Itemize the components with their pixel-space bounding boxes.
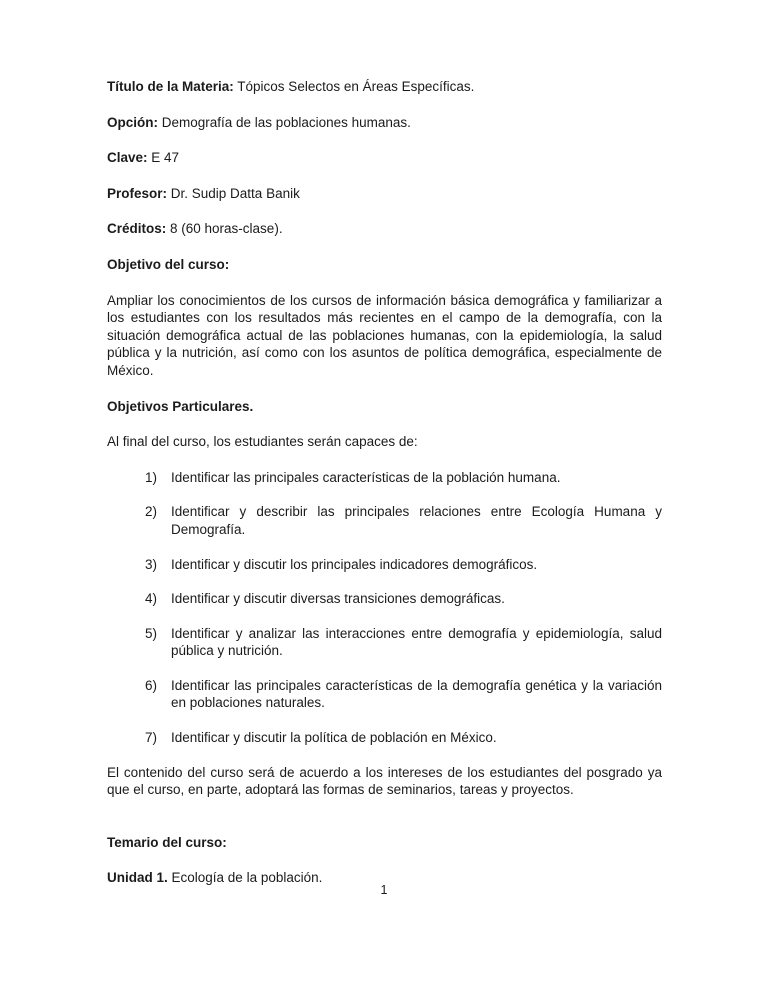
- document-content: [107, 78, 662, 887]
- vertical-spacer: [107, 817, 662, 834]
- list-item-text: Identificar y discutir diversas transiciones demográficas.: [171, 591, 505, 607]
- particulares-intro: Al final del curso, los estudiantes serán capaces de:: [107, 434, 418, 450]
- list-item-text: Identificar y discutir la política de población en México.: [171, 730, 497, 746]
- list-item: [145, 729, 662, 747]
- list-item-number: 1): [145, 469, 158, 485]
- field-creditos: [107, 220, 662, 238]
- field-clave-value: E 47: [147, 150, 180, 166]
- list-item-number: 5): [145, 625, 158, 641]
- particulares-heading: Objetivos Particulares.: [107, 398, 254, 414]
- field-profesor: [107, 185, 662, 203]
- field-profesor-value: Dr. Sudip Datta Banik: [167, 185, 300, 201]
- field-creditos-value: 8 (60 horas-clase).: [166, 221, 283, 237]
- list-item: [145, 503, 662, 538]
- field-clave-label: Clave:: [107, 150, 148, 166]
- list-item-number: 3): [145, 556, 158, 572]
- list-item-number: 7): [145, 730, 158, 746]
- list-item-text: Identificar las principales características de la población humana.: [171, 469, 561, 485]
- objetivo-heading: Objetivo del curso:: [107, 256, 230, 272]
- list-item-text: Identificar y describir las principales relaciones entre Ecología Humana y Demografía.: [171, 504, 662, 537]
- field-profesor-label: Profesor:: [107, 185, 168, 201]
- list-item-number: 2): [145, 504, 158, 520]
- field-creditos-label: Créditos:: [107, 221, 167, 237]
- unidad-1-text: Ecología de la población.: [167, 870, 323, 886]
- field-opcion: [107, 114, 662, 132]
- field-opcion-label: Opción:: [107, 114, 158, 130]
- list-item-text: Identificar y discutir los principales indicadores demográficos.: [171, 556, 538, 572]
- field-opcion-value: Demografía de las poblaciones humanas.: [158, 114, 411, 130]
- field-clave: [107, 149, 662, 167]
- field-titulo-label: Título de la Materia:: [107, 79, 234, 94]
- field-titulo: [107, 78, 662, 96]
- field-titulo-value: Tópicos Selectos en Áreas Específicas.: [233, 79, 475, 94]
- list-item-number: 4): [145, 591, 158, 607]
- objetivo-paragraph: Ampliar los conocimientos de los cursos de información básica demográfica y familiarizar a los estudiantes con los resultados más recientes en el campo de la demografía, con la situación demográfica actual de las poblaciones humanas, con la epidemiología, la salud pública y la nutrición, así como con los asuntos de política demográfica, especialmente de México.: [107, 292, 662, 378]
- list-item-text: Identificar y analizar las interacciones entre demografía y epidemiología, salud pública y nutrición.: [171, 625, 662, 659]
- list-item: [145, 625, 662, 660]
- list-item: [145, 590, 662, 608]
- contenido-paragraph: El contenido del curso será de acuerdo a los intereses de los estudiantes del posgrado ya que el curso, en parte, adoptará las formas de seminarios, tareas y proyectos.: [107, 764, 662, 798]
- list-item: [145, 469, 662, 487]
- unidad-1-label: Unidad 1.: [107, 870, 168, 886]
- page-number: 1: [380, 883, 388, 897]
- temario-heading: Temario del curso:: [107, 834, 227, 850]
- objetivos-list: [145, 469, 662, 747]
- list-item: [145, 556, 662, 574]
- list-item-number: 6): [145, 677, 158, 693]
- list-item: [145, 677, 662, 712]
- list-item-text: Identificar las principales características de la demografía genética y la variación en poblaciones naturales.: [171, 677, 662, 711]
